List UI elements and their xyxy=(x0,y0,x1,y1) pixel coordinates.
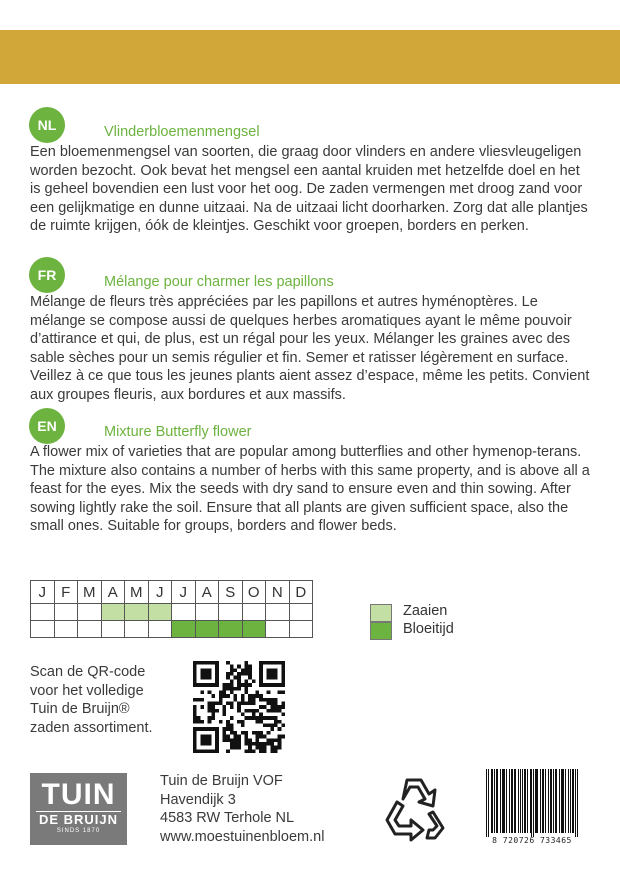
calendar-month-label: M xyxy=(78,581,102,604)
address-website[interactable]: www.moestuinenbloem.nl xyxy=(160,828,325,845)
qr-code[interactable] xyxy=(193,661,285,753)
barcode-number: 8 720726 733465 xyxy=(492,836,572,845)
section-title-nl: Vlinderbloemenmengsel xyxy=(104,124,260,140)
calendar-bloom-cell xyxy=(242,621,266,638)
legend-bloom-swatch xyxy=(370,622,392,640)
legend-sow-swatch xyxy=(370,604,392,622)
calendar-bloom-cell xyxy=(289,621,313,638)
calendar-sowing-cell xyxy=(125,604,149,621)
calendar-month-label: J xyxy=(172,581,196,604)
legend-sow-label: Zaaien xyxy=(403,603,448,619)
sowing-calendar xyxy=(30,580,313,638)
section-body-en: A flower mix of varieties that are popular among butterflies and other hymenop-terans. The mixture also contains a number of herbs with this same property, and is above all a feast for the eyes. Mix the seeds with dry sand to ensure even and thin sowing. After sowing lightly rake the soil. Ensure that all plants are given sufficient space, also the small ones. Suitable for groups, borders and flower beds. xyxy=(30,444,590,535)
calendar-sowing-cell xyxy=(195,604,219,621)
brand-logo xyxy=(30,773,127,845)
calendar-month-label: S xyxy=(219,581,243,604)
calendar-month-row xyxy=(31,581,313,604)
calendar-month-label: O xyxy=(242,581,266,604)
calendar-bloom-cell xyxy=(172,621,196,638)
qr-line: zaden assortiment. xyxy=(30,719,153,736)
recycle-icon xyxy=(377,772,453,844)
logo-text-tuin: TUIN xyxy=(41,778,116,811)
calendar-sowing-cell xyxy=(242,604,266,621)
section-body-fr: Mélange de fleurs très appréciées par les papillons et autres hyménoptères. Le mélange se compose aussi de quelques herbes aromatiques ayant le même pouvoir d’attirance et qui, de plus, est un régal pour les yeux. Mélanger les graines avec des sable sèches pour un semis régulier et fin. Semer et ratisser légèrement en surface. Veillez à ce que tous les jeunes plants aient assez d’espace, même les petits. Convient aux groupes fleuris, aux bordures et aux massifs. xyxy=(30,294,590,403)
qr-line: voor het volledige xyxy=(30,682,144,699)
calendar-sowing-cell xyxy=(54,604,78,621)
section-title-en: Mixture Butterfly flower xyxy=(104,424,252,440)
address-company: Tuin de Bruijn VOF xyxy=(160,773,283,789)
calendar-sowing-row xyxy=(31,604,313,621)
calendar-sowing-cell xyxy=(78,604,102,621)
calendar-month-label: M xyxy=(125,581,149,604)
calendar-bloom-cell xyxy=(54,621,78,638)
legend-bloom-label: Bloeitijd xyxy=(403,621,454,637)
address-street: Havendijk 3 xyxy=(160,791,236,808)
logo-text-de-bruijn: DE BRUIJN xyxy=(36,811,121,827)
qr-line: Tuin de Bruijn® xyxy=(30,701,130,717)
calendar-bloom-cell xyxy=(101,621,125,638)
section-title-fr: Mélange pour charmer les papillons xyxy=(104,274,334,290)
qr-instruction-text xyxy=(30,663,153,737)
calendar-month-label: A xyxy=(101,581,125,604)
language-badge-fr: FR xyxy=(29,257,65,293)
calendar-bloom-cell xyxy=(148,621,172,638)
calendar-month-label: D xyxy=(289,581,313,604)
company-address xyxy=(160,772,324,846)
address-city: 4583 RW Terhole NL xyxy=(160,810,295,827)
calendar-bloom-cell xyxy=(78,621,102,638)
calendar-bloom-cell xyxy=(125,621,149,638)
calendar-sowing-cell xyxy=(101,604,125,621)
calendar-bloom-cell xyxy=(219,621,243,638)
section-body-nl: Een bloemenmengsel van soorten, die graag door vlinders en andere vliesvleugeligen worden bezocht. Ook bevat het mengsel een aantal kruiden met hetzelfde doel en het is geheel bovendien een lust voor het oog. De zaden vermengen met droog zand voor een gelijkmatige en dunne uitzaai. Na de uitzaai licht doorharken. Zorg dat alle plantjes de ruimte krijgen, óók de kleintjes. Geschikt voor groepen, borders en perken. xyxy=(30,144,588,235)
calendar-sowing-cell xyxy=(289,604,313,621)
barcode xyxy=(486,769,578,837)
logo-text-since: SINDS 1870 xyxy=(56,828,101,834)
language-badge-nl: NL xyxy=(29,107,65,143)
calendar-month-label: A xyxy=(195,581,219,604)
calendar-bloom-cell xyxy=(266,621,290,638)
top-color-band xyxy=(0,30,620,84)
calendar-month-label: J xyxy=(31,581,55,604)
calendar-sowing-cell xyxy=(31,604,55,621)
calendar-sowing-cell xyxy=(172,604,196,621)
calendar-sowing-cell xyxy=(266,604,290,621)
calendar-month-label: F xyxy=(54,581,78,604)
calendar-bloom-cell xyxy=(195,621,219,638)
calendar-sowing-cell xyxy=(148,604,172,621)
language-badge-en: EN xyxy=(29,408,65,444)
calendar-sowing-cell xyxy=(219,604,243,621)
calendar-month-label: J xyxy=(148,581,172,604)
calendar-bloom-cell xyxy=(31,621,55,638)
calendar-month-label: N xyxy=(266,581,290,604)
qr-line: Scan de QR-code xyxy=(30,664,146,680)
calendar-bloom-row xyxy=(31,621,313,638)
